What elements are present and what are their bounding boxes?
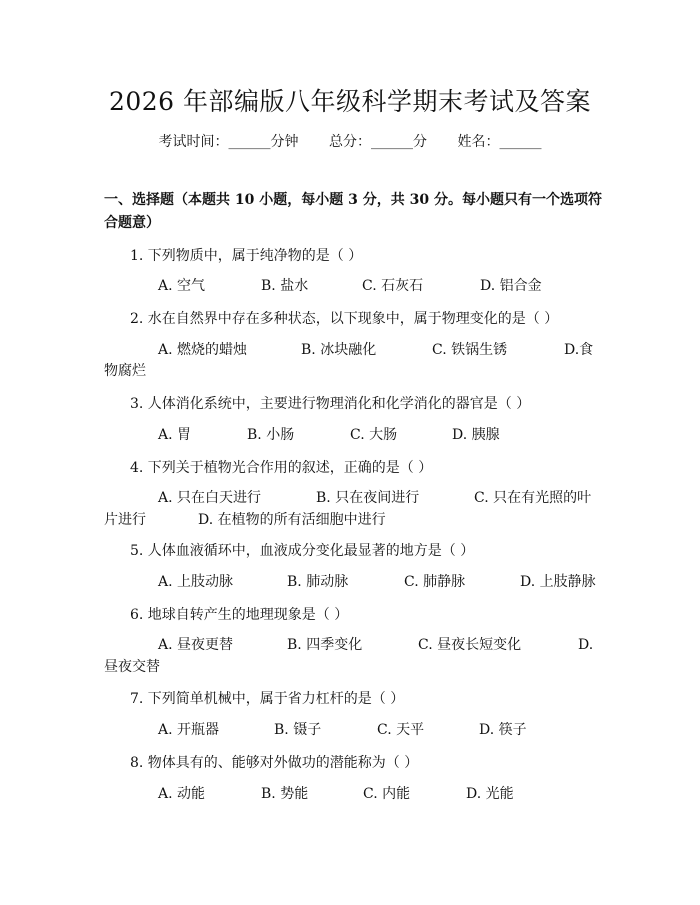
question-3-stem: 3. 人体消化系统中，主要进行物理消化和化学消化的器官是（ ） <box>130 396 531 412</box>
option-d: D. <box>578 637 594 653</box>
option-d: D. 铝合金 <box>480 278 542 294</box>
option-a: A. 胃 <box>158 427 192 443</box>
option-c: C. 大肠 <box>350 427 398 443</box>
option-b: B. 肺动脉 <box>287 574 349 590</box>
option-b: B. 势能 <box>261 786 309 802</box>
question-7-stem: 7. 下列简单机械中，属于省力杠杆的是（ ） <box>130 691 405 707</box>
option-d: D. 筷子 <box>479 722 527 738</box>
option-a: A. 开瓶器 <box>158 722 220 738</box>
total-score-field: 总分：______分 <box>329 134 427 150</box>
option-b: B. 四季变化 <box>287 637 363 653</box>
option-d: D. 上肢静脉 <box>520 574 596 590</box>
option-a: A. 动能 <box>158 786 206 802</box>
question-6-stem: 6. 地球自转产生的地理现象是（ ） <box>130 607 349 623</box>
page-title: 2026 年部编版八年级科学期末考试及答案 <box>108 87 592 116</box>
name-field: 姓名：______ <box>457 134 542 150</box>
exam-time-field: 考试时间：______分钟 <box>158 134 299 150</box>
exam-meta <box>0 131 700 151</box>
option-a: A. 上肢动脉 <box>158 574 234 590</box>
option-d: D. 在植物的所有活细胞中进行 <box>198 512 386 528</box>
option-d: D.食 <box>564 342 594 358</box>
section-heading: 一、选择题（本题共 10 小题，每小题 3 分，共 30 分。每小题只有一个选项符合题意） <box>104 192 602 231</box>
option-b: B. 盐水 <box>261 278 309 294</box>
option-a: A. 昼夜更替 <box>158 637 234 653</box>
question-2-stem: 2. 水在自然界中存在多种状态，以下现象中，属于物理变化的是（ ） <box>130 311 559 327</box>
option-c: C. 只在有光照的叶 <box>474 490 592 506</box>
option-d: D. 胰腺 <box>452 427 500 443</box>
question-8-stem: 8. 物体具有的、能够对外做功的潜能称为（ ） <box>130 755 419 771</box>
option-c: C. 内能 <box>363 786 411 802</box>
question-2-option-d-continued: 物腐烂 <box>104 363 146 379</box>
question-6-option-d-continued: 昼夜交替 <box>104 659 160 675</box>
option-a: A. 燃烧的蜡烛 <box>158 342 248 358</box>
question-5-stem: 5. 人体血液循环中，血液成分变化最显著的地方是（ ） <box>130 543 475 559</box>
option-c: C. 昼夜长短变化 <box>418 637 522 653</box>
option-c: C. 天平 <box>377 722 425 738</box>
option-c: C. 石灰石 <box>362 278 424 294</box>
option-c: C. 铁锅生锈 <box>432 342 508 358</box>
question-4-option-c-continued: 片进行 <box>104 512 146 528</box>
question-1-stem: 1. 下列物质中，属于纯净物的是（ ） <box>130 248 363 264</box>
option-a: A. 只在白天进行 <box>158 490 262 506</box>
option-c: C. 肺静脉 <box>404 574 466 590</box>
question-4-stem: 4. 下列关于植物光合作用的叙述，正确的是（ ） <box>130 460 433 476</box>
option-d: D. 光能 <box>466 786 514 802</box>
option-a: A. 空气 <box>158 278 206 294</box>
option-b: B. 冰块融化 <box>301 342 377 358</box>
option-b: B. 镊子 <box>274 722 322 738</box>
option-b: B. 只在夜间进行 <box>316 490 420 506</box>
option-b: B. 小肠 <box>247 427 295 443</box>
